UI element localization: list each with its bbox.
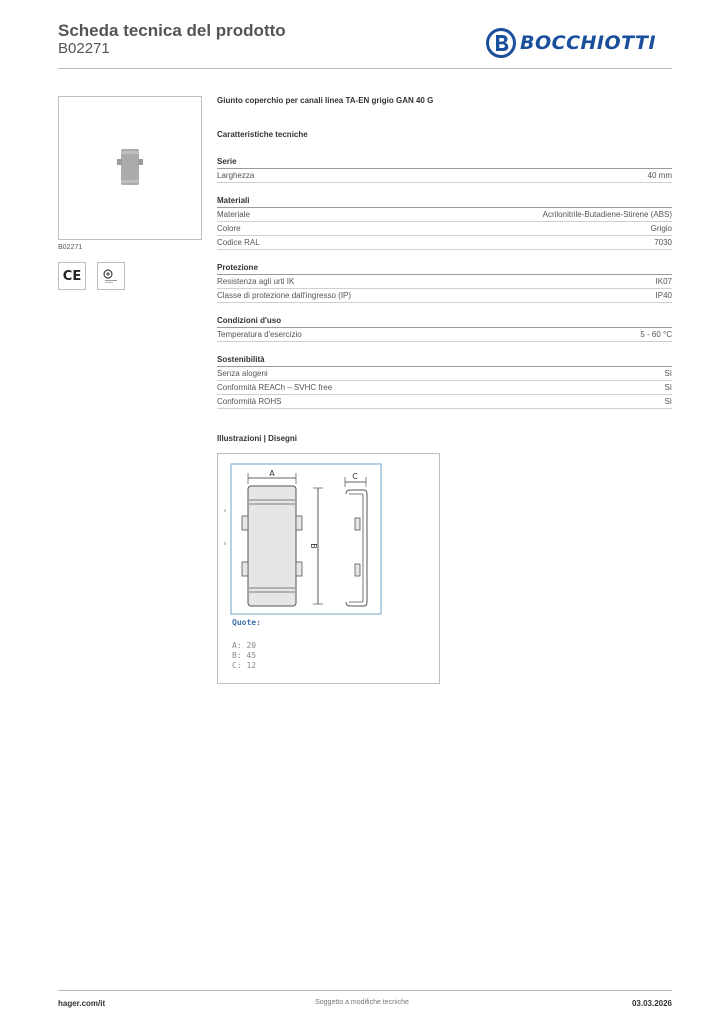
spec-label: Materiale (217, 210, 250, 219)
product-image-caption: B02271 (58, 244, 83, 251)
spec-label: Senza alogeni (217, 369, 268, 378)
spec-row (217, 222, 672, 236)
quote-title: Quote: (232, 618, 261, 627)
spec-label: Conformità ROHS (217, 397, 282, 406)
product-photo-icon (59, 97, 201, 239)
product-name: Giunto coperchio per canali linea TA-EN grigio GAN 40 G (217, 96, 434, 105)
footer-divider (58, 990, 672, 991)
spec-row (217, 289, 672, 303)
spec-label: Temperatura d'esercizio (217, 330, 302, 339)
page-title: Scheda tecnica del prodotto (58, 21, 286, 40)
spec-value: Sì (664, 369, 672, 378)
footer-note: Soggetto a modifiche tecniche (315, 999, 409, 1006)
header-divider (58, 68, 672, 69)
section-sostenibilita (217, 354, 672, 409)
quote-a: A: 20 (232, 641, 257, 650)
section-condizioni (217, 315, 672, 342)
technical-drawing (217, 453, 440, 684)
spec-value: 5 - 60 °C (640, 330, 672, 339)
section-title: Sostenibilità (217, 354, 672, 367)
spec-value: IK07 (655, 277, 672, 286)
dim-label-a: A (269, 469, 275, 478)
brand-logo (486, 28, 656, 58)
spec-label: Codice RAL (217, 238, 260, 247)
spec-row (217, 208, 672, 222)
spec-label: Larghezza (217, 171, 255, 180)
section-title: Protezione (217, 262, 672, 275)
footer-website-link[interactable]: hager.com/it (58, 999, 106, 1008)
section-protezione (217, 262, 672, 303)
spec-row (217, 275, 672, 289)
spec-row (217, 236, 672, 250)
specs-heading: Caratteristiche tecniche (217, 130, 308, 139)
spec-label: Resistenza agli urti IK (217, 277, 295, 286)
dim-label-b: B (309, 543, 318, 549)
spec-row (217, 367, 672, 381)
section-title: Serie (217, 156, 672, 169)
spec-value: 40 mm (647, 171, 672, 180)
spec-value: Sì (664, 383, 672, 392)
bocchiotti-logo-icon (486, 28, 516, 58)
spec-label: Conformità REACh – SVHC free (217, 383, 333, 392)
brand-name: BOCCHIOTTI (520, 32, 657, 54)
section-materiali (217, 195, 672, 250)
spec-value: Sì (664, 397, 672, 406)
spec-value: IP40 (655, 291, 672, 300)
section-title: Condizioni d'uso (217, 315, 672, 328)
spec-value: Grigio (650, 224, 672, 233)
quote-b: B: 45 (232, 651, 257, 660)
product-code: B02271 (58, 40, 110, 57)
spec-label: Colore (217, 224, 241, 233)
quote-c: C: 12 (232, 661, 257, 670)
section-title: Materiali (217, 195, 672, 208)
spec-row (217, 395, 672, 409)
spec-value: Acrilonitrile-Butadiene-Stirene (ABS) (542, 210, 672, 219)
product-image (58, 96, 202, 240)
section-serie (217, 156, 672, 183)
spec-value: 7030 (654, 238, 672, 247)
ce-mark-icon: CE (58, 262, 86, 290)
spec-row (217, 169, 672, 183)
illustrations-title: Illustrazioni | Disegni (217, 434, 298, 443)
dim-label-c: C (352, 472, 358, 481)
footer-date: 03.03.2026 (631, 999, 672, 1008)
spec-row (217, 381, 672, 395)
eco-label-icon (97, 262, 125, 290)
spec-row (217, 328, 672, 342)
spec-label: Classe di protezione dall'ingresso (IP) (217, 291, 352, 300)
